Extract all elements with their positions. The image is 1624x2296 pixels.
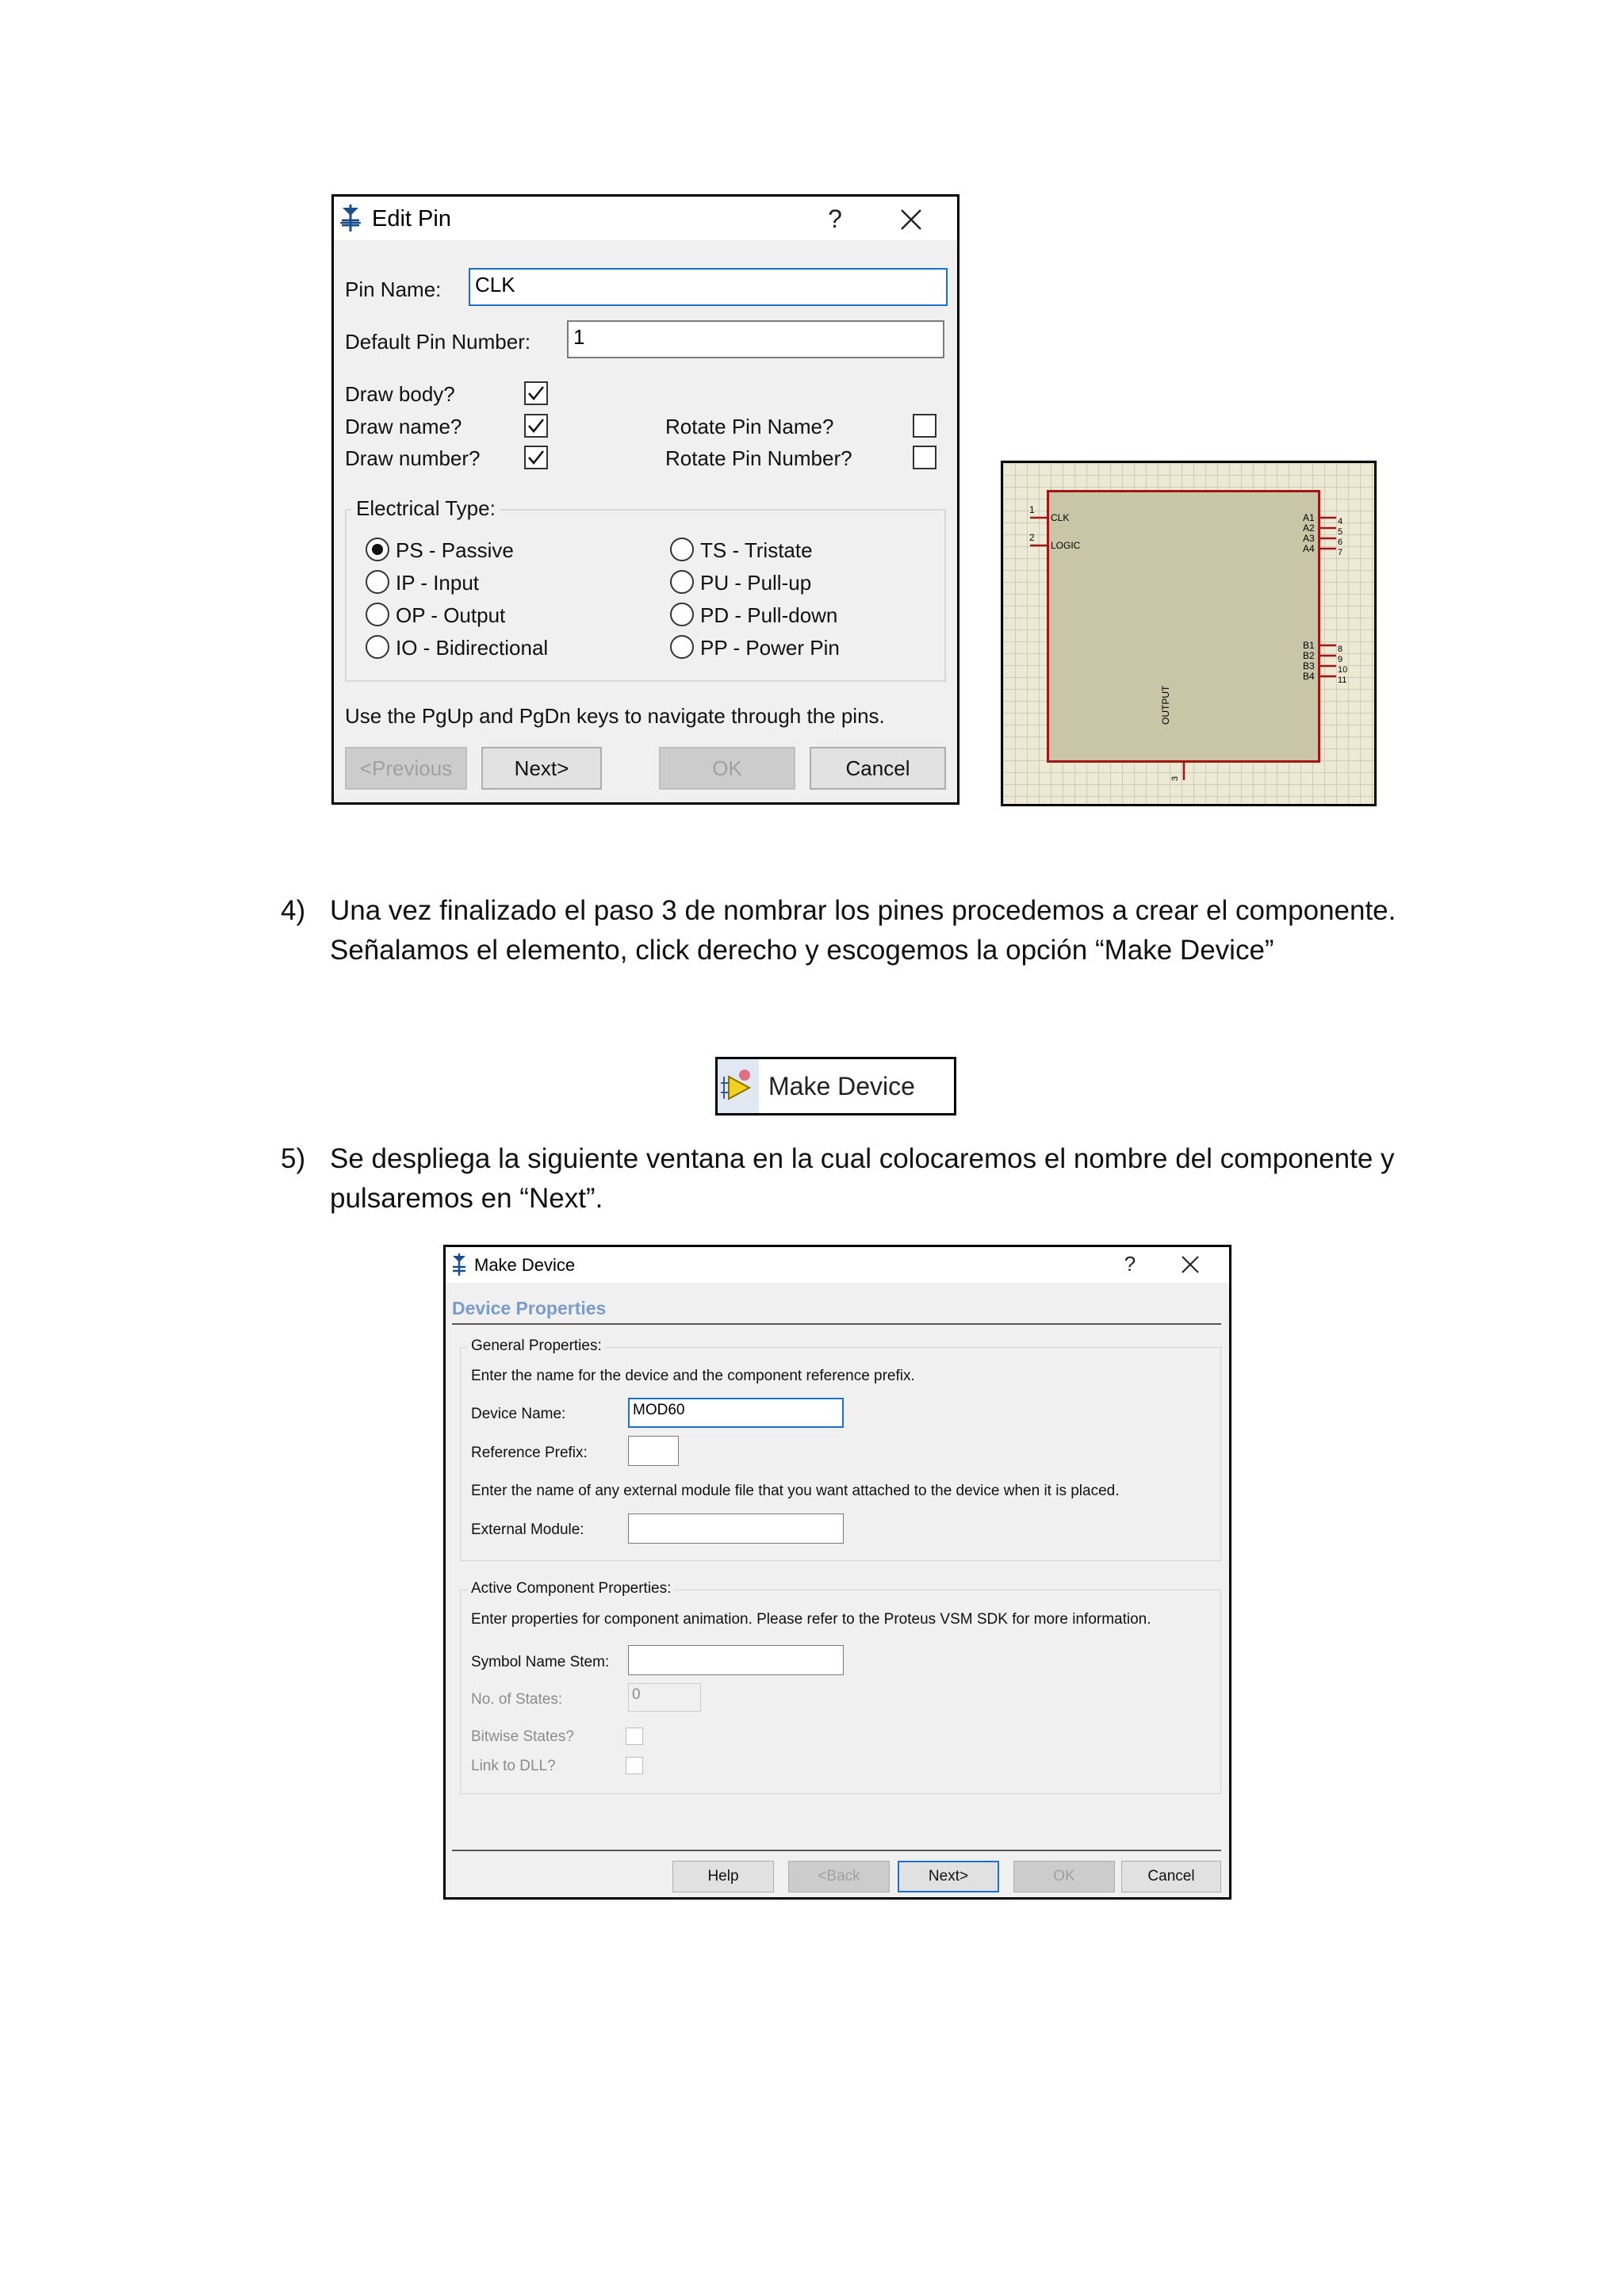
- edit-pin-dialog: [331, 194, 959, 805]
- make-device-icon: [718, 1059, 759, 1113]
- radio-tristate[interactable]: [670, 538, 694, 561]
- electrical-type-label: Electrical Type:: [351, 496, 500, 521]
- reference-prefix-input[interactable]: [628, 1436, 679, 1466]
- dialog-title: Edit Pin: [372, 206, 451, 232]
- rotate-pin-name-checkbox[interactable]: [913, 414, 936, 438]
- right-pin-a4-name: A4: [1303, 543, 1315, 554]
- radio-bidirectional-label: IO - Bidirectional: [396, 636, 549, 660]
- help-dialog-button[interactable]: Help: [672, 1861, 774, 1892]
- default-pin-number-label: Default Pin Number:: [345, 330, 531, 354]
- pin-icon: [450, 1253, 468, 1280]
- help-button[interactable]: ?: [1116, 1250, 1143, 1277]
- make-device-titlebar: [446, 1247, 1229, 1283]
- make-device-label: Make Device: [768, 1072, 915, 1100]
- bottom-pin-number: 3: [1170, 775, 1181, 782]
- right-pin-b2-name: B2: [1303, 650, 1315, 661]
- radio-power-pin[interactable]: [670, 635, 694, 659]
- navigation-hint: Use the PgUp and PgDn keys to navigate through the pins.: [345, 704, 885, 728]
- edit-pin-titlebar: [334, 197, 957, 240]
- symbol-name-stem-input[interactable]: [628, 1645, 844, 1675]
- radio-output-label: OP - Output: [396, 603, 506, 627]
- right-pin-b4-name: B4: [1303, 671, 1315, 682]
- external-description: Enter the name of any external module file that you want attached to the device when it is placed.: [471, 1483, 1120, 1499]
- cancel-button[interactable]: Cancel: [810, 747, 946, 790]
- right-pin-a1-number: 4: [1338, 517, 1343, 526]
- bitwise-states-checkbox[interactable]: [626, 1728, 643, 1745]
- right-pin-b4-number: 11: [1338, 675, 1347, 685]
- default-pin-number-value: 1: [573, 325, 585, 349]
- radio-passive-label: PS - Passive: [396, 538, 514, 562]
- checkmark-icon: [527, 416, 546, 435]
- schematic-preview: [1001, 461, 1377, 806]
- left-pin-2-number: 2: [1029, 532, 1035, 543]
- device-name-value: MOD60: [633, 1402, 685, 1418]
- link-to-dll-checkbox[interactable]: [626, 1757, 643, 1774]
- next-button[interactable]: Next>: [481, 747, 602, 790]
- left-pin-2-name: LOGIC: [1051, 540, 1081, 551]
- right-pin-b1-number: 8: [1338, 645, 1343, 654]
- bitwise-states-label: Bitwise States?: [471, 1728, 574, 1745]
- pin-name-label: Pin Name:: [345, 277, 442, 301]
- radio-output[interactable]: [366, 603, 389, 626]
- pin-name-value: CLK: [475, 273, 515, 297]
- draw-number-label: Draw number?: [345, 446, 481, 470]
- footer-divider: [452, 1850, 1221, 1851]
- close-button[interactable]: [1180, 1255, 1201, 1276]
- general-description: Enter the name for the device and the component reference prefix.: [471, 1368, 915, 1384]
- active-properties-label: Active Component Properties:: [468, 1580, 674, 1598]
- right-pin-a4-number: 7: [1338, 548, 1343, 557]
- default-pin-number-input[interactable]: [567, 320, 944, 358]
- draw-name-label: Draw name?: [345, 415, 462, 438]
- close-button[interactable]: [898, 208, 924, 233]
- step-5-number: 5): [281, 1143, 306, 1174]
- rotate-pin-name-label: Rotate Pin Name?: [665, 415, 834, 438]
- pin-name-input[interactable]: [469, 268, 948, 306]
- pin-icon: [339, 205, 362, 235]
- external-module-input[interactable]: [628, 1513, 844, 1544]
- previous-button[interactable]: <Previous: [345, 747, 467, 790]
- section-title: Device Properties: [452, 1298, 607, 1318]
- cancel-button[interactable]: Cancel: [1121, 1861, 1221, 1892]
- step-4-line-1: Una vez finalizado el paso 3 de nombrar los pines procedemos a crear el componente.: [330, 895, 1396, 926]
- make-device-dialog: [443, 1245, 1231, 1900]
- radio-passive[interactable]: [366, 538, 389, 561]
- general-properties-label: General Properties:: [468, 1337, 605, 1355]
- make-device-menu-item[interactable]: [715, 1057, 956, 1115]
- active-description: Enter properties for component animation. Please refer to the Proteus VSM SDK for more information.: [471, 1611, 1151, 1628]
- step-4-number: 4): [281, 895, 306, 926]
- radio-selected-dot: [372, 544, 383, 555]
- step-5-line-2: pulsaremos en “Next”.: [330, 1183, 603, 1214]
- bottom-pin-name: OUTPUT: [1160, 685, 1171, 725]
- next-button[interactable]: Next>: [898, 1861, 999, 1892]
- no-of-states-input[interactable]: [628, 1683, 701, 1712]
- draw-name-checkbox[interactable]: [524, 414, 548, 438]
- radio-input[interactable]: [366, 570, 389, 594]
- help-button[interactable]: ?: [819, 203, 851, 235]
- reference-prefix-label: Reference Prefix:: [471, 1445, 588, 1461]
- close-icon: [1181, 1255, 1200, 1274]
- right-pin-a2-name: A2: [1303, 522, 1315, 534]
- radio-power-pin-label: PP - Power Pin: [700, 636, 840, 660]
- left-pin-1-number: 1: [1029, 504, 1035, 515]
- close-icon: [899, 208, 923, 232]
- radio-bidirectional[interactable]: [366, 635, 389, 659]
- draw-body-label: Draw body?: [345, 382, 455, 406]
- checkmark-icon: [527, 448, 546, 467]
- right-pin-a2-number: 5: [1338, 527, 1343, 537]
- step-4-line-2: Señalamos el elemento, click derecho y escogemos la opción “Make Device”: [330, 935, 1274, 966]
- device-name-label: Device Name:: [471, 1406, 566, 1422]
- ok-button[interactable]: OK: [1013, 1861, 1115, 1892]
- ok-button[interactable]: OK: [659, 747, 795, 790]
- radio-input-label: IP - Input: [396, 571, 480, 595]
- right-pin-b3-number: 10: [1338, 665, 1348, 675]
- radio-pull-up-label: PU - Pull-up: [700, 571, 812, 595]
- rotate-pin-number-checkbox[interactable]: [913, 446, 936, 469]
- dialog-title: Make Device: [474, 1255, 576, 1275]
- no-of-states-label: No. of States:: [471, 1691, 563, 1708]
- section-divider: [452, 1323, 1221, 1325]
- right-pin-a3-number: 6: [1338, 538, 1343, 547]
- no-of-states-value: 0: [632, 1686, 641, 1703]
- checkmark-icon: [527, 384, 546, 403]
- right-pin-a3-name: A3: [1303, 533, 1315, 544]
- step-5-line-1: Se despliega la siguiente ventana en la cual colocaremos el nombre del componente y: [330, 1143, 1395, 1174]
- right-pin-b3-name: B3: [1303, 660, 1315, 672]
- draw-number-checkbox[interactable]: [524, 446, 548, 469]
- rotate-pin-number-label: Rotate Pin Number?: [665, 446, 852, 470]
- radio-pull-up[interactable]: [670, 570, 694, 594]
- left-pin-1-name: CLK: [1051, 512, 1070, 523]
- draw-body-checkbox[interactable]: [524, 381, 548, 405]
- radio-pull-down-label: PD - Pull-down: [700, 603, 838, 627]
- radio-pull-down[interactable]: [670, 603, 694, 626]
- device-name-input[interactable]: [628, 1398, 844, 1428]
- symbol-name-stem-label: Symbol Name Stem:: [471, 1654, 610, 1670]
- external-module-label: External Module:: [471, 1521, 584, 1538]
- right-pin-b2-number: 9: [1338, 655, 1343, 664]
- radio-tristate-label: TS - Tristate: [700, 538, 813, 562]
- link-to-dll-label: Link to DLL?: [471, 1758, 556, 1774]
- right-pin-b1-name: B1: [1303, 640, 1315, 651]
- back-button[interactable]: <Back: [788, 1861, 890, 1892]
- right-pin-a1-name: A1: [1303, 512, 1315, 523]
